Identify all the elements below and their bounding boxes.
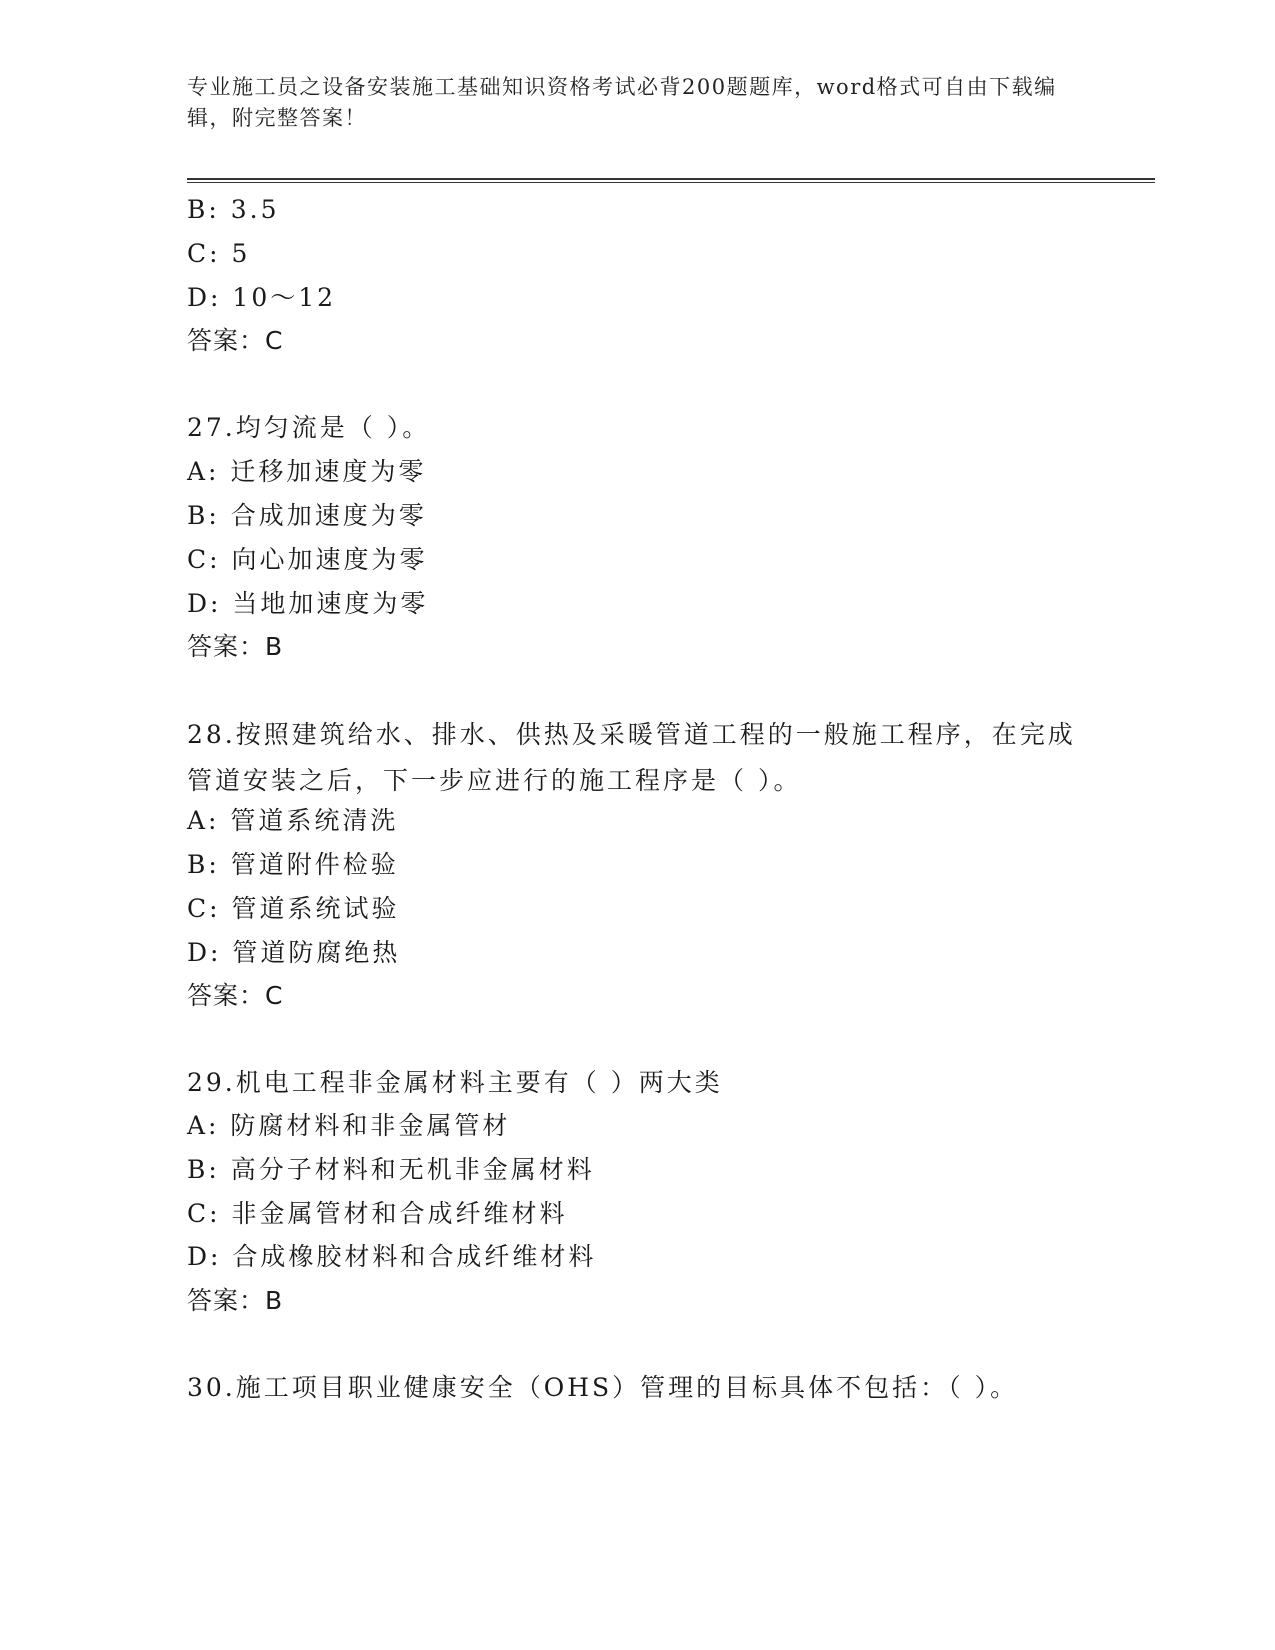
q28-question: 28.按照建筑给水、排水、供热及采暖管道工程的一般施工程序，在完成管道安装之后，下一步应进行的施工程序是（ ）。 xyxy=(187,720,1076,795)
q29-answer: 答案：B xyxy=(187,1286,284,1315)
q26-option-d: D: 10～12 xyxy=(187,283,337,312)
q26-answer: 答案：C xyxy=(187,326,284,355)
q27-option-a: A: 迁移加速度为零 xyxy=(187,457,427,486)
q29-option-b: B: 高分子材料和无机非金属材料 xyxy=(187,1155,595,1184)
q27-answer: 答案：B xyxy=(187,632,284,661)
page-header: 专业施工员之设备安装施工基础知识资格考试必背200题题库，word格式可自由下载编辑，附完整答案！ xyxy=(187,75,1057,130)
q27-option-d: D: 当地加速度为零 xyxy=(187,589,429,618)
q26-option-b: B: 3.5 xyxy=(187,195,280,224)
q28-option-a: A: 管道系统清洗 xyxy=(187,806,399,835)
header-divider xyxy=(187,178,1155,183)
q28-option-b: B: 管道附件检验 xyxy=(187,850,399,879)
q28-answer: 答案：C xyxy=(187,981,284,1010)
q29-question: 29.机电工程非金属材料主要有（ ）两大类 xyxy=(187,1068,723,1097)
q26-option-c: C: 5 xyxy=(187,239,251,268)
q29-option-c: C: 非金属管材和合成纤维材料 xyxy=(187,1199,568,1228)
q29-option-d: D: 合成橡胶材料和合成纤维材料 xyxy=(187,1242,597,1271)
q27-option-c: C: 向心加速度为零 xyxy=(187,545,428,574)
q30-question: 30.施工项目职业健康安全（OHS）管理的目标具体不包括：（ ）。 xyxy=(187,1373,1019,1402)
q27-option-b: B: 合成加速度为零 xyxy=(187,501,427,530)
q29-option-a: A: 防腐材料和非金属管材 xyxy=(187,1111,511,1140)
q28-option-c: C: 管道系统试验 xyxy=(187,894,400,923)
q28-option-d: D: 管道防腐绝热 xyxy=(187,938,401,967)
q27-question: 27.均匀流是（ ）。 xyxy=(187,413,431,442)
